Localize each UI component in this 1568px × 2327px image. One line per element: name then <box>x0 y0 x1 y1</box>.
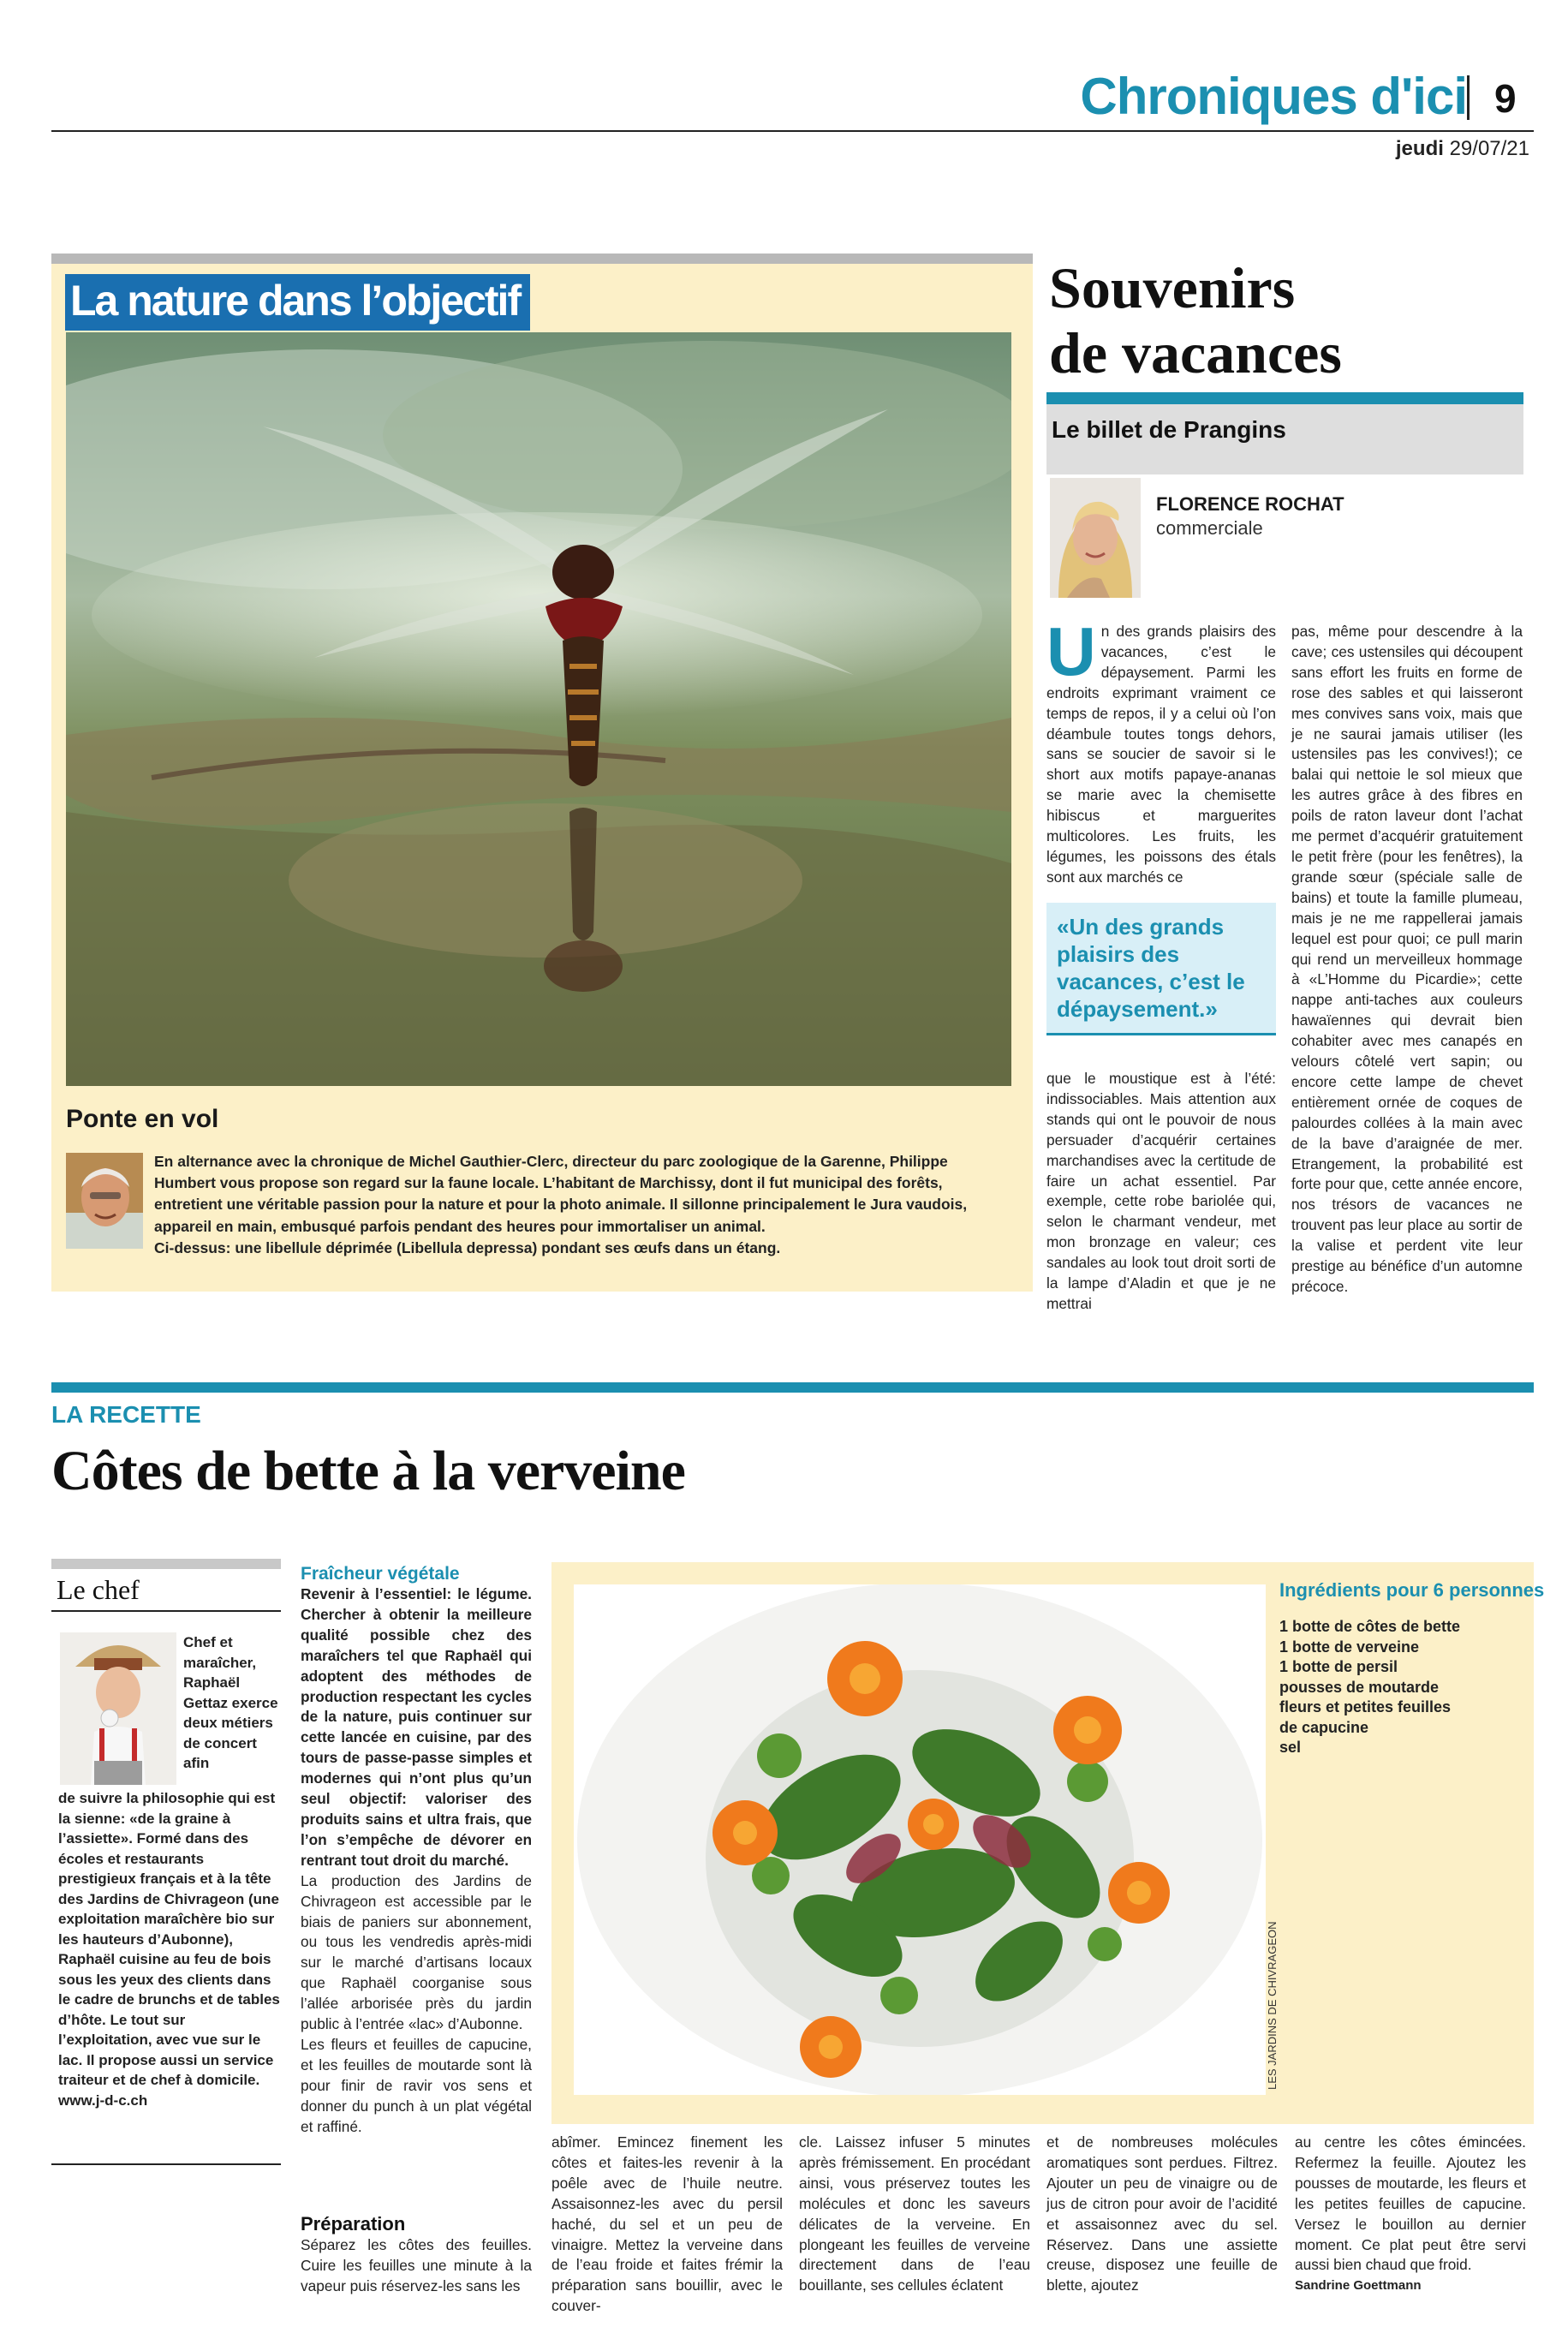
dragonfly-illustration <box>66 332 1011 1086</box>
fraicheur-title: Fraîcheur végétale <box>301 1564 460 1584</box>
caption-line: Humbert vous propose son regard sur la faune locale. L’habitant de Marchissy, dont il fut municipal des forêts, <box>154 1174 943 1192</box>
issue-day: jeudi <box>1395 137 1444 160</box>
header-rule <box>51 130 1534 132</box>
fraicheur-column <box>301 1584 532 2137</box>
recipe-signature: Sandrine Goettmann <box>1295 2278 1422 2294</box>
preparation-text: au centre les côtes émincées. Refermez la feuille. Ajoutez les pousses de moutarde, les fleurs et les petites feuilles de capucine. Versez le bouillon au dernier moment. Ce plat peut être servi aussi bien chaud que froid. <box>1295 2133 1526 2274</box>
fraicheur-intro: Revenir à l’essentiel: le légume. Chercher à obtenir la meilleure qualité possible chez des maraîchers tel que Raphaël qui adoptent des méthodes de production respectant les cycles de la nature, puis continuer sur cette lancée en cuisine, par des tours de passe-passe simples et modernes qui n’ont plus qu’un seul objectif: valoriser des produits sains et ultra frais, que l’on s’empêche de dévorer en rentrant tout droit du marché. <box>301 1585 532 1869</box>
header-separator <box>1467 75 1470 120</box>
recipe-kicker: LA RECETTE <box>51 1401 201 1428</box>
preparation-column-2: abîmer. Emincez finement les côtes et faites-les revenir à la poêle avec de l’huile neutre. Assaisonnez-les avec du persil haché, du sel et un peu de vinaigre. Mettez la verveine dans de l’eau froide et faites frémir la préparation sans bouillir, avec le couver- <box>551 2133 783 2315</box>
issue-date <box>1396 137 1529 161</box>
ingredient-item: fleurs et petites feuilles <box>1279 1698 1452 1715</box>
drop-cap: U <box>1046 613 1096 689</box>
ingredient-item: 1 botte de verveine <box>1279 1638 1420 1656</box>
page-number: 9 <box>1494 76 1517 121</box>
recipe-title: Côtes de bette à la verveine <box>51 1440 685 1502</box>
ingredient-item: 1 botte de persil <box>1279 1658 1398 1675</box>
photographer-avatar <box>66 1153 143 1249</box>
caption-title: Ponte en vol <box>66 1105 219 1133</box>
billet-column-1-top <box>1046 613 1276 888</box>
nature-title: La nature dans l’objectif <box>65 274 530 331</box>
chef-bio-top: Chef et maraîcher, Raphaël Gettaz exerce deux métiers de concert afin <box>183 1634 278 1771</box>
billet-headline <box>1049 255 1342 385</box>
ingredients-list <box>1279 1617 1460 1758</box>
recipe-rule <box>51 1382 1534 1393</box>
photo-credit: LES JARDINS DE CHIVRAGEON <box>1266 1921 1279 2090</box>
fraicheur-paragraph: Les fleurs et feuilles de capucine, et les feuilles de moutarde sont là pour finir de ravir vos sens et donner du punch à un plat végétal et raffiné. <box>301 2035 532 2135</box>
pull-quote: «Un des grands plaisirs des vacances, c’est le dépaysement.» <box>1046 903 1276 1035</box>
dragonfly-photo <box>66 332 1011 1086</box>
section-title: Chroniques d'ici <box>1080 68 1467 125</box>
headline-line1: Souvenirs <box>1049 255 1296 320</box>
billet-text: n des grands plaisirs des vacances, c’est le dépaysement. Parmi les endroits exprimant vraiment ce temps de repos, il y a celui où l’on déambule toutes tongs dehors, sans se soucier de savoir si le short aux motifs papaye-ananas se marie avec la chemisette hibiscus et marguerites multicolores. Les fruits, les légumes, les poissons des étals sont aux marchés ce <box>1046 623 1276 886</box>
preparation-column-1: Séparez les côtes des feuilles. Cuire les feuilles une minute à la vapeur puis réservez-les sans les <box>301 2236 532 2294</box>
dish-photo <box>574 1584 1266 2095</box>
ingredient-item: de capucine <box>1279 1718 1369 1736</box>
preparation-column-3: cle. Laissez infuser 5 minutes après frémissement. En procédant ainsi, vous préservez toutes les molécules et donc les saveurs délicates de la verveine. En plongeant les feuilles de verveine directement dans de l’eau bouillante, ses cellules éclatent <box>799 2133 1030 2294</box>
chef-label: Le chef <box>57 1574 140 1605</box>
author-avatar <box>1050 478 1141 598</box>
fraicheur-paragraph: La production des Jardins de Chivrageon est accessible par le biais de paniers sur abonnement, ou tous les vendredis après-midi sur le marché d’artisans locaux que Raphaël coorganise sous l’allée arborisée près du jardin public à l’entrée «lac» d’Aubonne. <box>301 1871 532 2033</box>
caption-line: En alternance avec la chronique de Michel Gauthier-Clerc, directeur du parc zoologique de la Garenne, Philippe <box>154 1153 948 1170</box>
preparation-column-5 <box>1295 2133 1526 2296</box>
chef-rule <box>51 1610 281 1612</box>
billet-column-1-bottom: que le moustique est à l’été: indissociables. Mais attention aux stands qui ont le pouvoir de nous persuader d’acquérir certaines marchandises avec la certitude de faire un achat essentiel. Par exemple, cette robe bariolée qui, selon le charmant vendeur, met mon bronzage en valeur; ces sandales au look tout droit sorti de la lampe d’Aladin et que je ne mettrai <box>1046 1070 1276 1312</box>
preparation-title: Préparation <box>301 2213 406 2235</box>
author-role: commerciale <box>1156 517 1263 539</box>
preparation-column-4: et de nombreuses molécules aromatiques sont perdues. Filtrez. Ajouter un peu de vinaigre ou de jus de citron pour avoir de l’acidité et assaisonnez avec du sel. Réservez. Dans une assiette creuse, disposez une feuille de blette, ajoutez <box>1046 2133 1278 2294</box>
caption-line: Ci-dessus: une libellule déprimée (Libellula depressa) pondant ses œufs dans un étang. <box>154 1238 781 1256</box>
rubric-label: Le billet de Prangins <box>1052 416 1286 443</box>
nature-caption <box>154 1151 998 1259</box>
chef-bottom-rule <box>51 2163 281 2165</box>
issue-date-value: 29/07/21 <box>1449 137 1529 160</box>
caption-line: appareil en main, embusqué parfois pendant des heures pour immortaliser un animal. <box>154 1217 766 1235</box>
headline-line2: de vacances <box>1049 320 1342 385</box>
author-name: FLORENCE ROCHAT <box>1156 493 1344 515</box>
ingredient-item: sel <box>1279 1739 1302 1756</box>
chef-bar <box>51 1559 281 1569</box>
caption-line: entretient une véritable passion pour la nature et pour la photo animale. Il sillonne principalement le Jura vaudois, <box>154 1196 968 1214</box>
chef-avatar <box>60 1632 176 1785</box>
ingredients-title: Ingrédients pour 6 personnes <box>1279 1579 1545 1601</box>
dish-illustration <box>574 1584 1266 2095</box>
ingredient-item: pousses de moutarde <box>1279 1678 1440 1696</box>
billet-column-2: pas, même pour descendre à la cave; ces ustensiles qui découpent sans effort les fruits en forme de rose des sables et qui laisseront mes convives sans voix, mais que je ne saurai jamais utiliser (les ustensiles pas les convives!); ce balai qui nettoie le sol mieux que les autres grâce à des fibres en poils de raton laveur dont l’achat me permet d’acquérir gratuitement le petit frère (pour les fenêtres), la grande sœur (spéciale salle de bains) et toute la famille plumeau, mais je ne me rappellerai jamais lequel est pour quoi; ce pull marin qui rend un merveilleux hommage à «L’Homme du Picardie»; cette nappe anti-taches aux couleurs hawaïennes qui devrait bien cohabiter avec mes canapés en velours côtelé vert sapin; ou encore cette lampe de chevet entièrement ornée de coques de palourdes collées à la main avec de la bave d’araignée de mer. Etrangement, la probabilité est forte pour que, cette année encore, nos trésors de vacances ne trouvent pas leur place au sortir de la valise et perdent vite leur prestige au bénéfice d’un automne précoce. <box>1291 623 1523 1295</box>
ingredient-item: 1 botte de côtes de bette <box>1279 1618 1461 1635</box>
chef-bio-bottom: de suivre la philosophie qui est la sienne: «de la graine à l’assiette». Formé dans des écoles et restaurants prestigieux français et à la tête des Jardins de Chivrageon (une exploitation maraîchère bio sur les hauteurs d’Aubonne), Raphaël cuisine au feu de bois sous les yeux des clients dans le cadre de brunchs et de tables d’hôte. Le tout sur l’exploitation, avec vue sur le lac. Il propose aussi un service traiteur et de chef à domicile. www.j-d-c.ch <box>58 1790 280 2109</box>
